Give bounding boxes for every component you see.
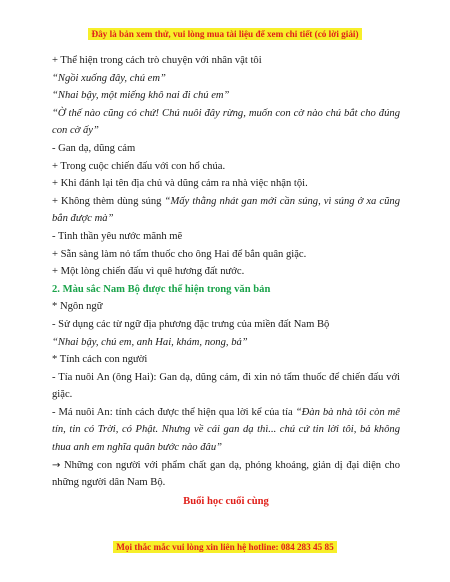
text-line: + Trong cuộc chiến đấu với con hổ chúa. bbox=[52, 160, 226, 172]
preview-banner-text: Đây là bản xem thử, vui lòng mua tài liệu để xem chi tiết (có lời giải) bbox=[88, 28, 361, 40]
quote-line: “Ngồi xuống đây, chú em” bbox=[52, 72, 166, 84]
text-line bbox=[52, 457, 400, 492]
text-span: + Không thèm dùng súng bbox=[52, 195, 165, 207]
preview-banner bbox=[0, 24, 450, 42]
quote-line: “Nhai bậy, chú em, anh Hai, khám, nong, bả” bbox=[52, 336, 248, 348]
document-body bbox=[52, 52, 400, 510]
text-line: - Tinh thần yêu nước mãnh mẽ bbox=[52, 230, 183, 242]
hotline-footer-text: Mọi thắc mắc vui lòng xin liên hệ hotline: 084 283 45 85 bbox=[113, 541, 336, 553]
text-span: Những con người với phẩm chất gan dạ, phóng khoáng, giản dị đại diện cho những người dân Nam Bộ. bbox=[52, 459, 400, 489]
section-heading: 2. Màu sắc Nam Bộ được thể hiện trong văn bản bbox=[52, 283, 271, 295]
quote-line: “Ờ thế nào cũng có chứ! Chú nuôi đây rừng, muốn con cờ nào chú bắt cho đúng con cờ ấy” bbox=[52, 107, 400, 137]
text-span: - Má nuôi An: tính cách được thể hiện qua lời kể của tía bbox=[52, 406, 296, 418]
text-line: + Một lòng chiến đấu vì quê hương đất nước. bbox=[52, 266, 245, 278]
quote-line: “Nhai bậy, một miếng khô nai đi chú em” bbox=[52, 90, 230, 102]
text-line: * Tính cách con người bbox=[52, 354, 148, 366]
text-line bbox=[52, 193, 400, 228]
quote-span: “Mấy thằng nhát gan mới cần súng, vì súng ở xa cũng bắn được mà” bbox=[52, 195, 400, 225]
next-lesson-title: Buổi học cuối cùng bbox=[183, 495, 269, 507]
text-line: + Thể hiện trong cách trò chuyện với nhân vật tôi bbox=[52, 55, 262, 66]
quote-span: “Đàn bà nhà tôi còn mê tín, tin có Trời, có Phật. Nhưng về cái gan dạ thì... chú cứ tin lời tôi, bả không thua anh em nghĩa quân bước nào đâu” bbox=[52, 406, 400, 454]
arrow-right-icon: → bbox=[52, 459, 61, 471]
text-line: - Sử dụng các từ ngữ địa phương đặc trưng của miền đất Nam Bộ bbox=[52, 318, 330, 330]
text-line: * Ngôn ngữ bbox=[52, 301, 103, 313]
text-line: + Sẵn sàng làm nỏ tẩm thuốc cho ông Hai để bắn quân giặc. bbox=[52, 248, 307, 260]
text-line bbox=[52, 404, 400, 457]
text-line: - Tía nuôi An (ông Hai): Gan dạ, dũng cảm, đi xin nỏ tẩm thuốc để chiến đấu với giặc. bbox=[52, 371, 400, 401]
text-line: + Khi đánh lại tên địa chủ và dũng cảm ra nhà việc nhận tội. bbox=[52, 178, 308, 190]
text-line: - Gan dạ, dũng cảm bbox=[52, 142, 136, 154]
hotline-footer bbox=[0, 537, 450, 555]
